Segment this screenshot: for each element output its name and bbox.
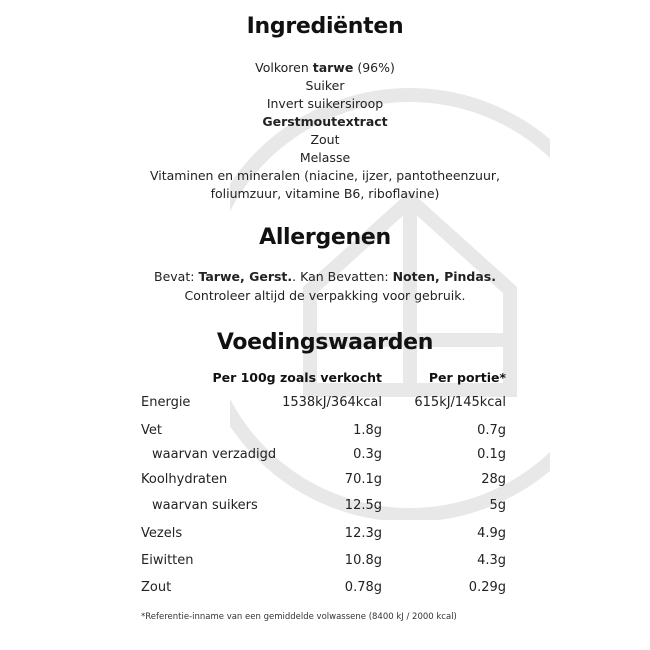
value-per-100g: 0.3g <box>353 447 382 462</box>
ingredients-list <box>0 59 650 203</box>
nutrition-row <box>0 395 650 415</box>
ingredient-line: Melasse <box>299 150 351 165</box>
value-per-100g: 10.8g <box>344 553 382 568</box>
nutrition-row <box>0 423 650 443</box>
allergens-text <box>0 267 650 305</box>
value-per-portion: 4.9g <box>477 526 506 541</box>
value-per-100g: 1538kJ/364kcal <box>282 395 382 410</box>
allergens-title: Allergenen <box>259 225 391 250</box>
value-per-portion: 615kJ/145kcal <box>414 395 506 410</box>
ingredient-line: Suiker <box>305 78 345 93</box>
ingredient-line: Invert suikersiroop <box>266 96 384 111</box>
ingredient-line: Volkoren tarwe (96%) <box>255 60 395 75</box>
value-per-portion: 0.29g <box>468 580 506 595</box>
allergens-contains-line: Bevat: Tarwe, Gerst.. Kan Bevatten: Noten, Pindas. <box>154 269 496 284</box>
value-per-100g: 0.78g <box>344 580 382 595</box>
nutrition-row <box>0 472 650 492</box>
value-per-portion: 0.7g <box>477 423 506 438</box>
value-per-portion: 5g <box>489 498 506 513</box>
nutrient-label: Eiwitten <box>141 553 194 568</box>
allergens-note: Controleer altijd de verpakking voor gebruik. <box>184 288 466 303</box>
nutrient-label: waarvan suikers <box>152 498 258 513</box>
nutrition-row <box>0 526 650 546</box>
ingredient-line: Zout <box>310 132 340 147</box>
value-per-100g: 12.3g <box>344 526 382 541</box>
ingredients-title: Ingrediënten <box>246 14 404 39</box>
column-header-per-portion: Per portie* <box>428 370 506 385</box>
nutrient-label: Koolhydraten <box>141 472 228 487</box>
value-per-100g: 12.5g <box>344 498 382 513</box>
nutrition-row <box>0 580 650 600</box>
column-header-per-100g: Per 100g zoals verkocht <box>212 370 382 385</box>
footnote: *Referentie-inname van een gemiddelde volwassene (8400 kJ / 2000 kcal) <box>141 612 457 622</box>
nutrient-label: Zout <box>141 580 172 595</box>
value-per-portion: 0.1g <box>477 447 506 462</box>
value-per-portion: 28g <box>481 472 506 487</box>
nutrient-label: waarvan verzadigd <box>152 447 277 462</box>
ingredient-line: foliumzuur, vitamine B6, riboflavine) <box>210 186 440 201</box>
value-per-portion: 4.3g <box>477 553 506 568</box>
value-per-100g: 70.1g <box>344 472 382 487</box>
nutrition-title: Voedingswaarden <box>216 330 434 355</box>
nutrition-row <box>0 553 650 573</box>
value-per-100g: 1.8g <box>353 423 382 438</box>
ingredient-line: Vitaminen en mineralen (niacine, ijzer, pantotheenzuur, <box>149 168 500 183</box>
nutrient-label: Vet <box>141 423 162 438</box>
nutrient-label: Energie <box>141 395 191 410</box>
nutrition-row <box>0 447 650 467</box>
ingredient-line: Gerstmoutextract <box>262 114 388 129</box>
nutrition-row <box>0 498 650 518</box>
nutrient-label: Vezels <box>141 526 183 541</box>
